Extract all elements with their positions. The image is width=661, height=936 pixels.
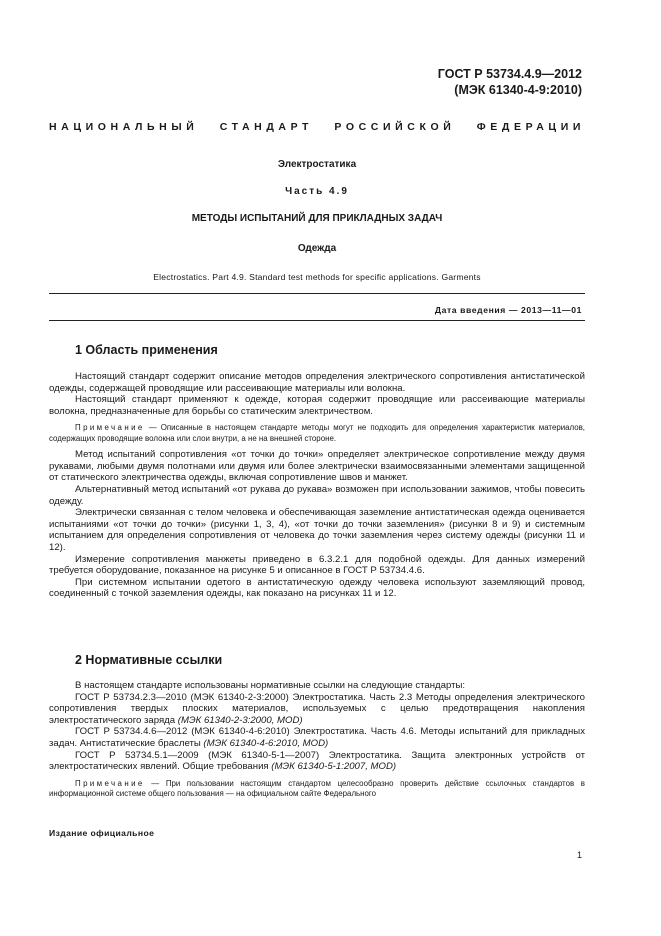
paragraph: Настоящий стандарт содержит описание методов определения электрического сопротивления антистатической одежды, содержащей проводящие или рассеивающие материалы или волокна. [49,371,585,394]
reference-item [49,750,585,773]
iec-code: (МЭК 61340-4-9:2010) [454,83,582,97]
reference-equivalent: (МЭК 61340-2-3:2000, MOD) [177,714,303,726]
paragraph: Измерение сопротивления манжеты приведено в 6.3.2.1 для подобной одежды. Для данных измерений требуется оборудование, показанное на рисунке 5 и описанное в ГОСТ Р 53734.4.6. [49,553,585,577]
paragraph: Метод испытаний сопротивления «от точки до точки» определяет электрическое сопротивление между двумя рукавами, любыми двумя полотнами или двумя или более электрически взаимосвязанными элементами защищенной от статического электричества одежды, включая сопротивление швов и манжет. [49,449,585,484]
reference-item [49,726,585,749]
divider [49,293,585,294]
note-text: — Описанные в настоящем стандарте методы могут не подходить для определения характеристик материалов, содержащих проводящие волокна или слои внутри, а не на внешней стороне. [49,423,585,443]
title-topic: Электростатика [277,159,357,170]
reference-item [49,692,585,727]
reference-text: ГОСТ Р 53734.4.6—2012 (МЭК 61340-4-6:2010) Электростатика. Часть 4.6. Методы испытаний для прикладных задач. Антистатические браслеты [49,726,585,749]
paragraph: Электрически связанная с телом человека и обеспечивающая заземление антистатическая одежда оценивается испытаниями «от точки до точки» (рисунки 1, 3, 4), «от точки до точки заземления» (рисунки 8 и 9) и системным испытанием для определения сопротивления от человека до точки заземления через систему одежды (рисунки 11 и 12). [49,507,585,553]
section-1-heading: 1 Область применения [75,343,218,357]
section-1-body [49,371,585,600]
paragraph: При системном испытании одетого в антистатическую одежду человека используют заземляющий провод, соединенный с точкой заземления одежды, как показано на рисунках 11 и 12. [49,576,585,600]
reference-text: ГОСТ Р 53734.5.1—2009 (МЭК 61340-5-1—2007) Электростатика. Защита электронных устройств от электростатических явлений. Общие требования [49,749,585,773]
note-label: Примечание [75,778,145,788]
title-main: МЕТОДЫ ИСПЫТАНИЙ ДЛЯ ПРИКЛАДНЫХ ЗАДАЧ [191,213,443,224]
paragraph: В настоящем стандарте использованы нормативные ссылки на следующие стандарты: [75,680,466,691]
official-edition-label: Издание официальное [49,828,155,838]
section-2-heading: 2 Нормативные ссылки [75,653,223,667]
title-part: Часть 4.9 [285,186,349,197]
reference-equivalent: (МЭК 61340-5-1:2007, MOD) [271,761,397,773]
reference-equivalent: (МЭК 61340-4-6:2010, MOD) [203,737,329,749]
note-text: — При пользовании настоящим стандартом целесообразно проверить действие ссылочных стандартов в информационной системе общего пользования — на официальном сайте Федерального [49,778,585,799]
section-2-body [49,680,585,800]
standard-code: ГОСТ Р 53734.4.9—2012 [437,67,582,81]
title-sub: Одежда [297,243,337,254]
paragraph: Настоящий стандарт применяют к одежде, которая содержит проводящие или рассеивающие материалы волокна, предназначенные для борьбы со статическим электричеством. [49,394,585,417]
introduction-date: Дата введения — 2013—11—01 [434,305,582,315]
reference-text: ГОСТ Р 53734.2.3—2010 (МЭК 61340-2-3:2000) Электростатика. Часть 2.3 Методы определения электрического сопротивления твердых плоских материалов, используемых с целью предотвращения накопления электростатического заряда [49,691,585,726]
title-english: Electrostatics. Part 4.9. Standard test methods for specific applications. Garments [153,272,481,282]
note-label: Примечание [75,423,145,433]
divider [49,320,585,321]
note [49,423,585,444]
note [49,779,585,800]
paragraph: Альтернативный метод испытаний «от рукава до рукава» возможен при использовании зажимов, чтобы повесить одежду. [49,483,585,507]
national-standard-banner: НАЦИОНАЛЬНЫЙ СТАНДАРТ РОССИЙСКОЙ ФЕДЕРАЦИИ [49,121,585,133]
page-number: 1 [576,850,582,860]
